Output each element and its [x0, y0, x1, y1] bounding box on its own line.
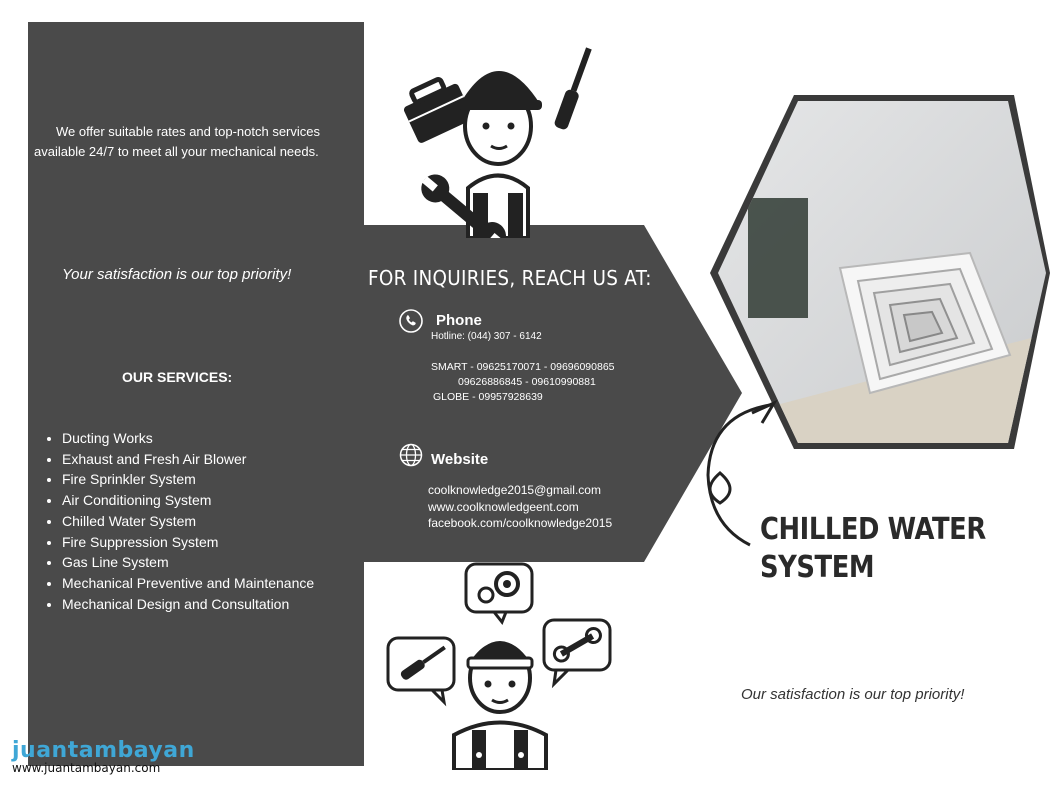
service-item: • Fire Sprinkler System — [62, 469, 314, 490]
service-item: • Gas Line System — [62, 552, 314, 573]
service-item: • Chilled Water System — [62, 511, 314, 532]
facebook-url: facebook.com/coolknowledge2015 — [428, 516, 613, 530]
smart-numbers-line1: SMART - 09625170071 - 09696090865 — [431, 361, 615, 373]
left-panel — [28, 22, 364, 766]
product-title-line2: SYSTEM — [760, 550, 875, 585]
logo-url: www.juantambayan.com — [12, 761, 161, 775]
service-item: • Exhaust and Fresh Air Blower — [62, 449, 314, 470]
priority-slogan-right: Our satisfaction is our top priority! — [741, 686, 965, 703]
services-title: OUR SERVICES: — [122, 369, 233, 385]
globe-number: GLOBE - 09957928639 — [433, 391, 543, 403]
website-url: www.coolknowledgeent.com — [428, 499, 579, 514]
website-label: Website — [431, 451, 489, 468]
service-item: • Mechanical Preventive and Maintenance — [62, 573, 314, 594]
logo-name: juantambayan — [12, 738, 195, 763]
service-item: • Air Conditioning System — [62, 490, 314, 511]
product-title-line1: CHILLED WATER — [760, 512, 986, 547]
product-title — [760, 511, 986, 587]
globe-icon — [399, 443, 423, 467]
service-item: • Fire Suppression System — [62, 532, 314, 553]
mechanic-with-tools-illustration — [398, 38, 598, 238]
smart-numbers-line2: 09626886845 - 09610990881 — [458, 376, 596, 388]
hotline-number: Hotline: (044) 307 - 6142 — [431, 331, 542, 342]
services-list — [42, 428, 314, 614]
watermark-logo — [12, 738, 195, 775]
priority-slogan-left: Your satisfaction is our top priority! — [62, 266, 292, 283]
email-address: coolknowledge2015@gmail.com — [428, 483, 601, 497]
website-links — [428, 482, 612, 532]
service-item: • Ducting Works — [62, 428, 314, 449]
mechanic-thinking-illustration — [384, 560, 614, 770]
service-item: • Mechanical Design and Consultation — [62, 594, 314, 615]
inquiries-title: FOR INQUIRIES, REACH US AT: — [368, 266, 652, 290]
phone-label: Phone — [436, 312, 482, 329]
intro-text: We offer suitable rates and top-notch services available 24/7 to meet all your mechanical needs. — [34, 124, 320, 159]
phone-icon — [399, 309, 423, 333]
